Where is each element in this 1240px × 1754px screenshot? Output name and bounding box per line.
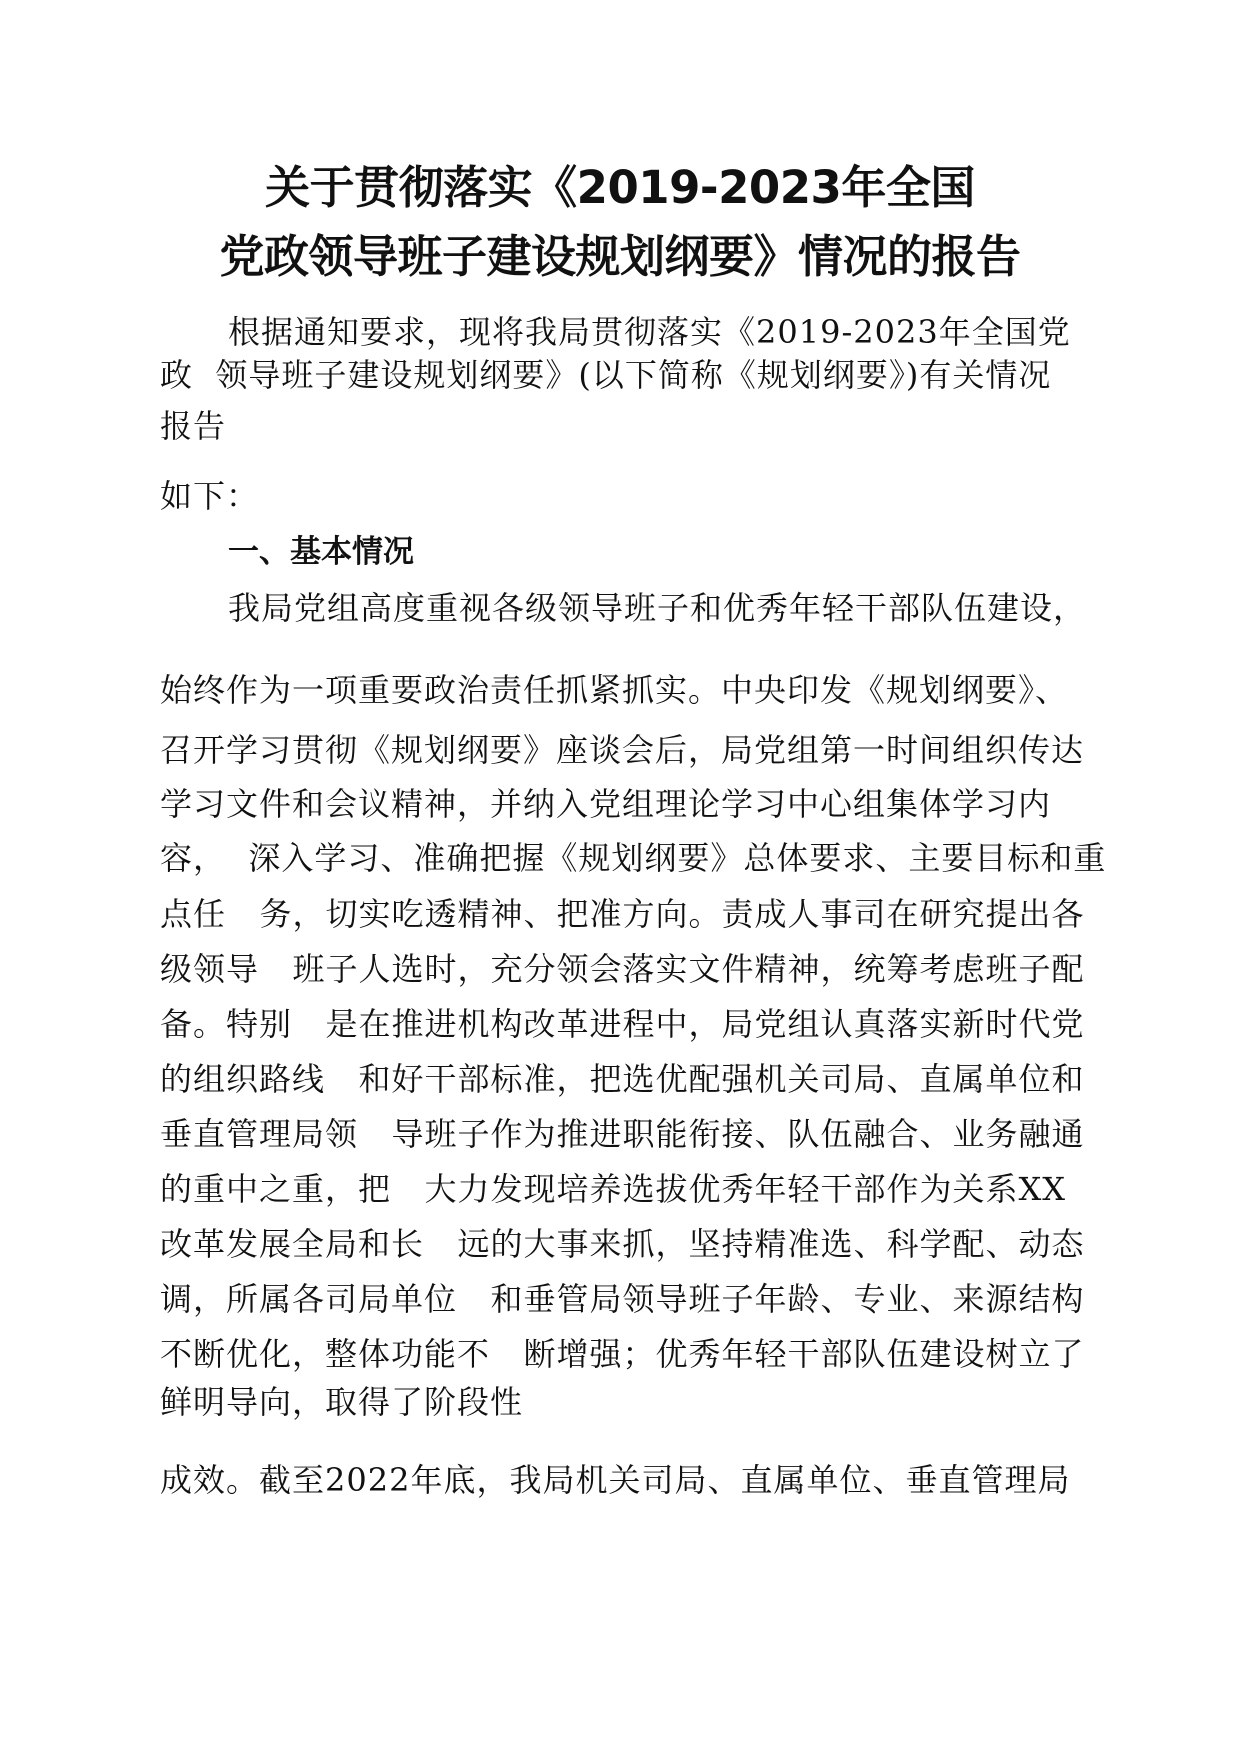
intro-line: 根据通知要求，现将我局贯彻落实《2019-2023年全国党 [228, 313, 1071, 351]
body-line: 我局党组高度重视各级领导班子和优秀年轻干部队伍建设， [228, 589, 1087, 627]
body-line: 始终作为一项重要政治责任抓紧抓实。中央印发《规划纲要》、 [160, 671, 1069, 709]
body-line: 成效。截至2022年底，我局机关司局、直属单位、垂直管理局 [160, 1461, 1071, 1499]
intro-line: 报告 [160, 407, 227, 445]
body-line: 的组织路线 和好干部标准，把选优配强机关司局、直属单位和 [160, 1060, 1085, 1098]
body-line: 召开学习贯彻《规划纲要》座谈会后，局党组第一时间组织传达 [160, 731, 1085, 769]
body-line: 备。特别 是在推进机构改革进程中，局党组认真落实新时代党 [160, 1005, 1085, 1043]
body-line: 容， 深入学习、准确把握《规划纲要》总体要求、主要目标和重 [160, 839, 1107, 877]
body-line: 的重中之重，把 大力发现培养选拔优秀年轻干部作为关系XX [160, 1170, 1067, 1208]
document-title-line-1: 关于贯彻落实《2019-2023年全国 [265, 161, 975, 214]
intro-line: 如下： [160, 477, 260, 515]
body-line: 鲜明导向，取得了阶段性 [160, 1383, 524, 1421]
section-heading: 一、基本情况 [228, 534, 414, 570]
body-line: 改革发展全局和长 远的大事来抓，坚持精准选、科学配、动态 [160, 1225, 1085, 1263]
body-line: 调，所属各司局单位 和垂管局领导班子年龄、专业、来源结构 [160, 1280, 1085, 1318]
body-line: 不断优化，整体功能不 断增强；优秀年轻干部队伍建设树立了 [160, 1335, 1085, 1373]
intro-line: 政 领导班子建设规划纲要》(以下简称《规划纲要》)有关情况 [160, 356, 1052, 394]
body-line: 点任 务，切实吃透精神、把准方向。责成人事司在研究提出各 [160, 895, 1085, 933]
body-line: 学习文件和会议精神，并纳入党组理论学习中心组集体学习内 [160, 785, 1052, 823]
document-title-line-2: 党政领导班子建设规划纲要》情况的报告 [219, 230, 1021, 283]
body-line: 级领导 班子人选时，充分领会落实文件精神，统筹考虑班子配 [160, 950, 1085, 988]
body-line: 垂直管理局领 导班子作为推进职能衔接、队伍融合、业务融通 [160, 1115, 1085, 1153]
